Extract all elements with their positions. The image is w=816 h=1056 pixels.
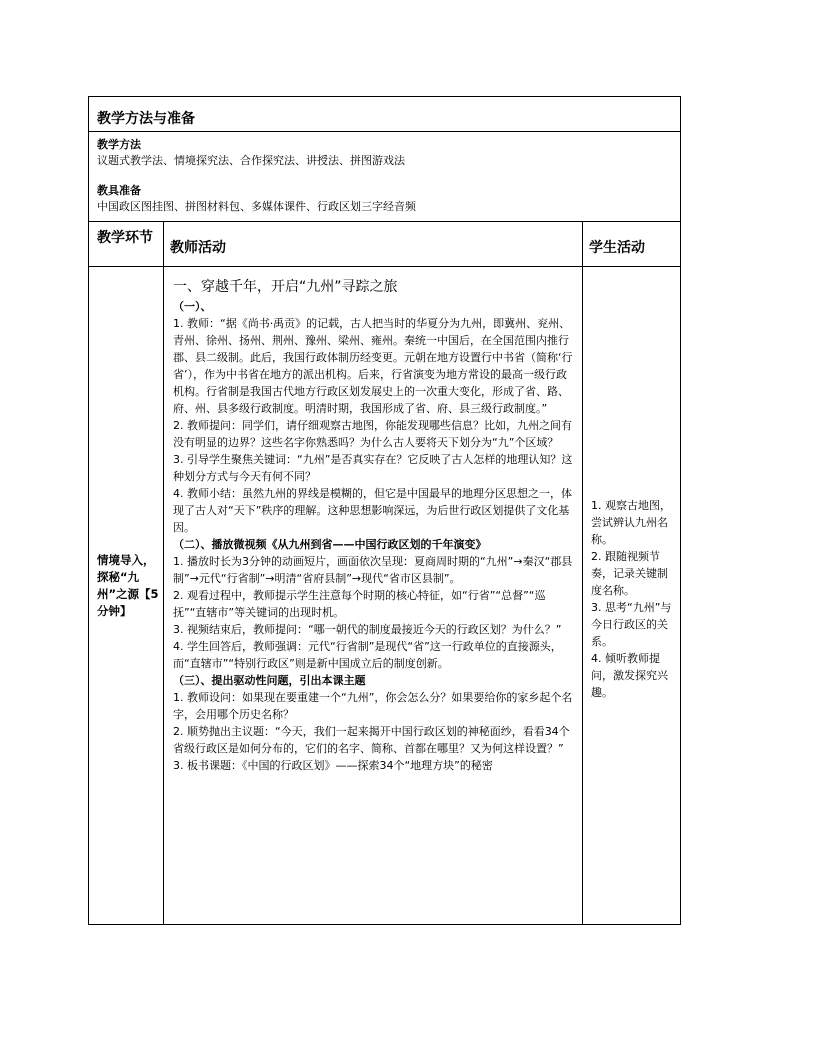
teacher-paragraph: 1. 教师设问：如果现在要重建一个“九州”，你会怎么分？如果要给你的家乡起个名字，会用哪个历史名称？ xyxy=(173,691,573,721)
teacher-subheading: （三）、提出驱动性问题，引出本课主题 xyxy=(173,674,366,687)
student-text xyxy=(591,497,676,701)
tools-heading: 教具准备 xyxy=(97,184,141,197)
teacher-title: 一、穿越千年，开启“九州”寻踪之旅 xyxy=(173,279,398,295)
lesson-plan-page xyxy=(88,96,680,925)
student-item: 2. 跟随视频节奏，记录关键制度名称。 xyxy=(591,550,668,597)
section-title: 教学方法与准备 xyxy=(89,97,681,132)
teacher-paragraph: 2. 观看过程中，教师提示学生注意每个时期的核心特征，如“行省”“总督”“巡抚”“直辖市”等关键词的出现时机。 xyxy=(173,589,546,619)
student-activity xyxy=(583,267,681,925)
teacher-paragraph: 1. 教师：“据《尚书·禹贡》的记载，古人把当时的华夏分为九州，即冀州、兖州、青州、徐州、扬州、荆州、豫州、梁州、雍州。秦统一中国后，在全国范围内推行郡、县二级制。此后，我国行政体制历经变更。元朝在地方设置行中书省（简称‘行省’），作为中书省在地方的派出机构。后来，行省演变为地方常设的最高一级行政机构。行省制是我国古代地方行政区划发展史上的一次重大变化，形成了省、路、府、州、县多级行政制度。明清时期，我国形成了省、府、县三级行政制度。” xyxy=(173,317,573,415)
teacher-paragraph: 1. 播放时长为3分钟的动画短片，画面依次呈现：夏商周时期的“九州”→秦汉“郡县制”→元代“行省制”→明清“省府县制”→现代“省市区县制”。 xyxy=(173,555,573,585)
header-stage: 教学环节 xyxy=(89,222,164,267)
methods-heading: 教学方法 xyxy=(97,138,141,151)
student-item: 4. 倾听教师提问，激发探究兴趣。 xyxy=(591,652,668,699)
teacher-lines xyxy=(173,298,576,774)
teacher-paragraph: 4. 学生回答后，教师强调：元代“行省制”是现代“省”这一行政单位的直接源头，而“直辖市”“特别行政区”则是新中国成立后的制度创新。 xyxy=(173,640,562,670)
student-item: 1. 观察古地图，尝试辨认九州名称。 xyxy=(591,499,671,546)
teacher-paragraph: 3. 引导学生聚焦关键词：“九州”是否真实存在？它反映了古人怎样的地理认知？这种划分方式与今天有何不同？ xyxy=(173,453,573,483)
teacher-activity xyxy=(164,267,583,925)
teacher-subheading: （一）、 xyxy=(173,300,212,313)
teacher-subheading: （二）、播放微视频《从九州到省——中国行政区划的千年演变》 xyxy=(173,538,487,551)
tools-text: 中国政区图挂图、拼图材料包、多媒体课件、行政区划三字经音频 xyxy=(97,200,416,213)
header-student: 学生活动 xyxy=(583,222,681,267)
stage-label: 情境导入，探秘“九州”之源【5分钟】 xyxy=(89,267,164,925)
student-item: 3. 思考“九州”与今日行政区的关系。 xyxy=(591,601,672,648)
teacher-paragraph: 4. 教师小结：虽然九州的界线是模糊的，但它是中国最早的地理分区思想之一，体现了古人对“天下”秩序的理解。这种思想影响深远，为后世行政区划提供了文化基因。 xyxy=(173,487,572,534)
methods-cell xyxy=(89,132,681,222)
methods-text: 议题式教学法、情境探究法、合作探究法、讲授法、拼图游戏法 xyxy=(97,154,405,167)
teacher-paragraph: 3. 视频结束后，教师提问：“哪一朝代的制度最接近今天的行政区划？为什么？” xyxy=(173,623,562,636)
lesson-table xyxy=(88,96,681,925)
teacher-paragraph: 3. 板书课题：《中国的行政区划》——探索34个“地理方块”的秘密 xyxy=(173,759,493,772)
teacher-paragraph: 2. 顺势抛出主议题：“今天，我们一起来揭开中国行政区划的神秘面纱，看看34个省级行政区是如何分布的，它们的名字、简称、首都在哪里？又为何这样设置？” xyxy=(173,725,570,755)
teacher-paragraph: 2. 教师提问：同学们，请仔细观察古地图，你能发现哪些信息？比如，九州之间有没有明显的边界？这些名字你熟悉吗？为什么古人要将天下划分为“九”个区域？ xyxy=(173,419,572,449)
header-teacher: 教师活动 xyxy=(164,222,583,267)
